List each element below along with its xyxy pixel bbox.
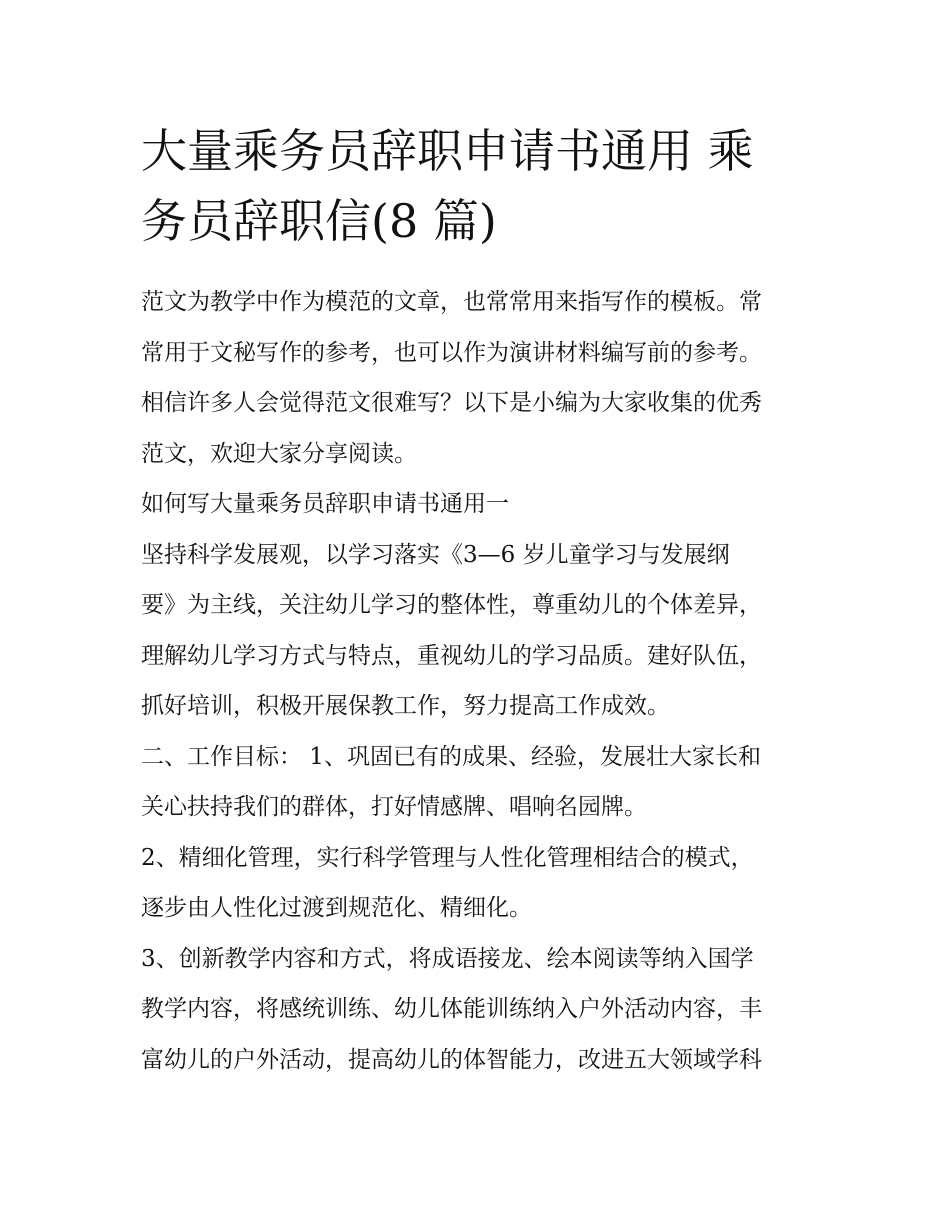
body-line: 教学内容，将感统训练、幼儿体能训练纳入户外活动内容，丰 xyxy=(141,996,762,1022)
body-line: 逐步由人性化过渡到规范化、精细化。 xyxy=(141,895,532,921)
body-line: 相信许多人会觉得范文很难写？以下是小编为大家收集的优秀 xyxy=(141,390,762,416)
body-line: 2、精细化管理，实行科学管理与人性化管理相结合的模式， xyxy=(141,844,754,871)
body-line: 范文为教学中作为模范的文章，也常常用来指写作的模板。常 xyxy=(141,289,762,315)
document-body xyxy=(141,277,831,1085)
title-line-2: 务员辞职信(8 篇) xyxy=(141,194,497,248)
body-line: 坚持科学发展观，以学习落实《3—6 岁儿童学习与发展纲 xyxy=(141,541,730,568)
section-heading: 如何写大量乘务员辞职申请书通用一 xyxy=(141,491,509,517)
body-line: 抓好培训，积极开展保教工作，努力提高工作成效。 xyxy=(141,693,670,719)
body-line: 常用于文秘写作的参考，也可以作为演讲材料编写前的参考。 xyxy=(141,339,762,366)
body-line: 理解幼儿学习方式与特点，重视幼儿的学习品质。建好队伍， xyxy=(141,642,762,669)
title-line-1: 大量乘务员辞职申请书通用 乘 xyxy=(141,124,754,178)
body-line: 范文，欢迎大家分享阅读。 xyxy=(141,440,417,467)
body-line: 要》为主线，关注幼儿学习的整体性，尊重幼儿的个体差异， xyxy=(141,592,762,618)
body-line: 3、创新教学内容和方式，将成语接龙、绘本阅读等纳入国学 xyxy=(141,945,754,972)
document-title xyxy=(141,116,821,256)
body-line: 关心扶持我们的群体，打好情感牌、唱响名园牌。 xyxy=(141,794,647,820)
body-line: 富幼儿的户外活动，提高幼儿的体智能力，改进五大领域学科 xyxy=(141,1046,762,1073)
body-line: 二、工作目标： 1、巩固已有的成果、经验，发展壮大家长和 xyxy=(141,743,761,770)
